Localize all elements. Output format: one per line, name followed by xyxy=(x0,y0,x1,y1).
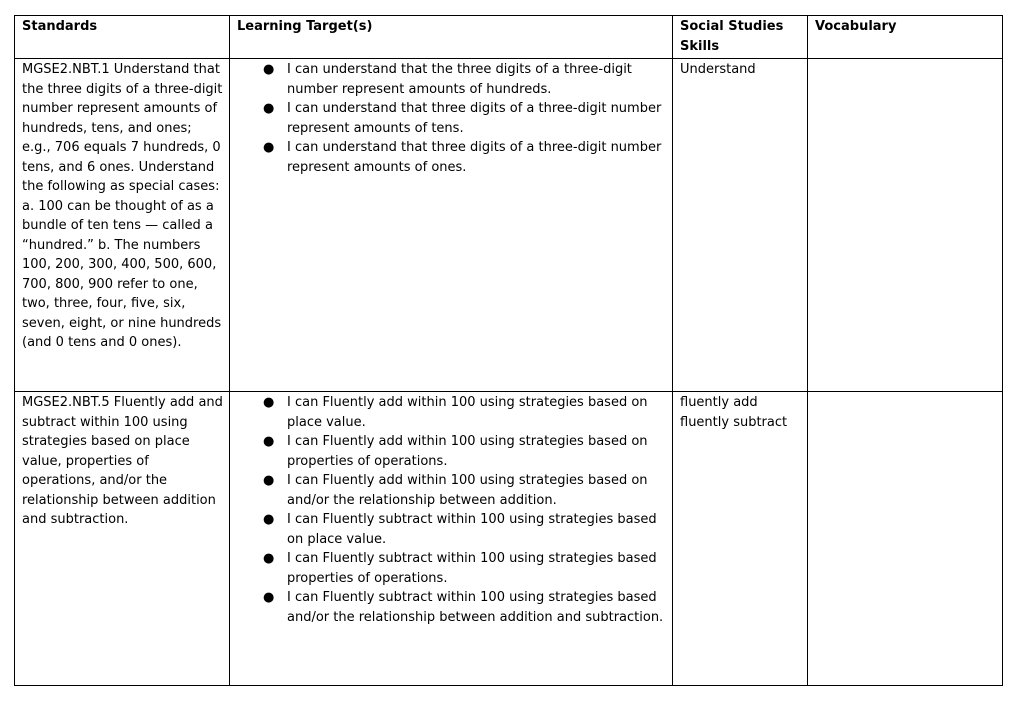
skill-text: fluently add xyxy=(680,395,758,410)
learning-targets-list xyxy=(237,393,666,627)
skills-cell xyxy=(673,59,808,392)
header-learning-targets: Learning Target(s) xyxy=(230,16,673,59)
learning-target-item xyxy=(263,471,666,510)
bullet-icon: ● xyxy=(263,62,275,77)
learning-target-text: I can understand that the three digits of a three-digit number represent amounts of hundreds. xyxy=(287,62,632,97)
table-row xyxy=(15,392,1003,686)
header-social-studies-skills: Social Studies Skills xyxy=(673,16,808,59)
bullet-icon: ● xyxy=(263,395,275,410)
bullet-icon: ● xyxy=(263,590,275,605)
learning-target-text: I can understand that three digits of a three-digit number represent amounts of ones. xyxy=(287,140,662,175)
bullet-icon: ● xyxy=(263,512,275,527)
learning-target-item xyxy=(263,510,666,549)
learning-targets-cell xyxy=(230,59,673,392)
skills-cell xyxy=(673,392,808,686)
learning-target-text: I can Fluently add within 100 using strategies based on place value. xyxy=(287,395,648,430)
learning-target-text: I can Fluently add within 100 using strategies based on properties of operations. xyxy=(287,434,648,469)
header-standards: Standards xyxy=(15,16,230,59)
bullet-icon: ● xyxy=(263,434,275,449)
learning-target-text: I can Fluently subtract within 100 using strategies based properties of operations. xyxy=(287,551,657,586)
learning-target-text: I can Fluently subtract within 100 using strategies based on place value. xyxy=(287,512,657,547)
vocabulary-cell xyxy=(808,392,1003,686)
bullet-icon: ● xyxy=(263,551,275,566)
skill-text: Understand xyxy=(680,62,756,77)
vocabulary-cell xyxy=(808,59,1003,392)
table-header-row xyxy=(15,16,1003,59)
standard-cell: MGSE2.NBT.1 Understand that the three digits of a three-digit number represent amounts of hundreds, tens, and ones; e.g., 706 equals 7 hundreds, 0 tens, and 6 ones. Understand the following as special cases: a. 100 can be thought of as a bundle of ten tens — called a “hundred.” b. The numbers 100, 200, 300, 400, 500, 600, 700, 800, 900 refer to one, two, three, four, five, six, seven, eight, or nine hundreds (and 0 tens and 0 ones). xyxy=(15,59,230,392)
standard-cell: MGSE2.NBT.5 Fluently add and subtract within 100 using strategies based on place value, properties of operations, and/or the relationship between addition and subtraction. xyxy=(15,392,230,686)
learning-target-item xyxy=(263,588,666,627)
learning-targets-list xyxy=(237,60,666,177)
bullet-icon: ● xyxy=(263,101,275,116)
bullet-icon: ● xyxy=(263,473,275,488)
header-vocabulary: Vocabulary xyxy=(808,16,1003,59)
learning-target-item xyxy=(263,393,666,432)
learning-targets-cell xyxy=(230,392,673,686)
bullet-icon: ● xyxy=(263,140,275,155)
learning-target-text: I can understand that three digits of a three-digit number represent amounts of tens. xyxy=(287,101,662,136)
learning-target-item xyxy=(263,549,666,588)
learning-target-item xyxy=(263,99,666,138)
learning-target-text: I can Fluently add within 100 using strategies based on and/or the relationship between addition. xyxy=(287,473,648,508)
learning-target-text: I can Fluently subtract within 100 using strategies based and/or the relationship between addition and subtraction. xyxy=(287,590,664,625)
learning-target-item xyxy=(263,432,666,471)
table-row xyxy=(15,59,1003,392)
learning-target-item xyxy=(263,138,666,177)
standards-table xyxy=(14,15,1003,686)
skill-text: fluently subtract xyxy=(680,414,788,430)
learning-target-item xyxy=(263,60,666,99)
